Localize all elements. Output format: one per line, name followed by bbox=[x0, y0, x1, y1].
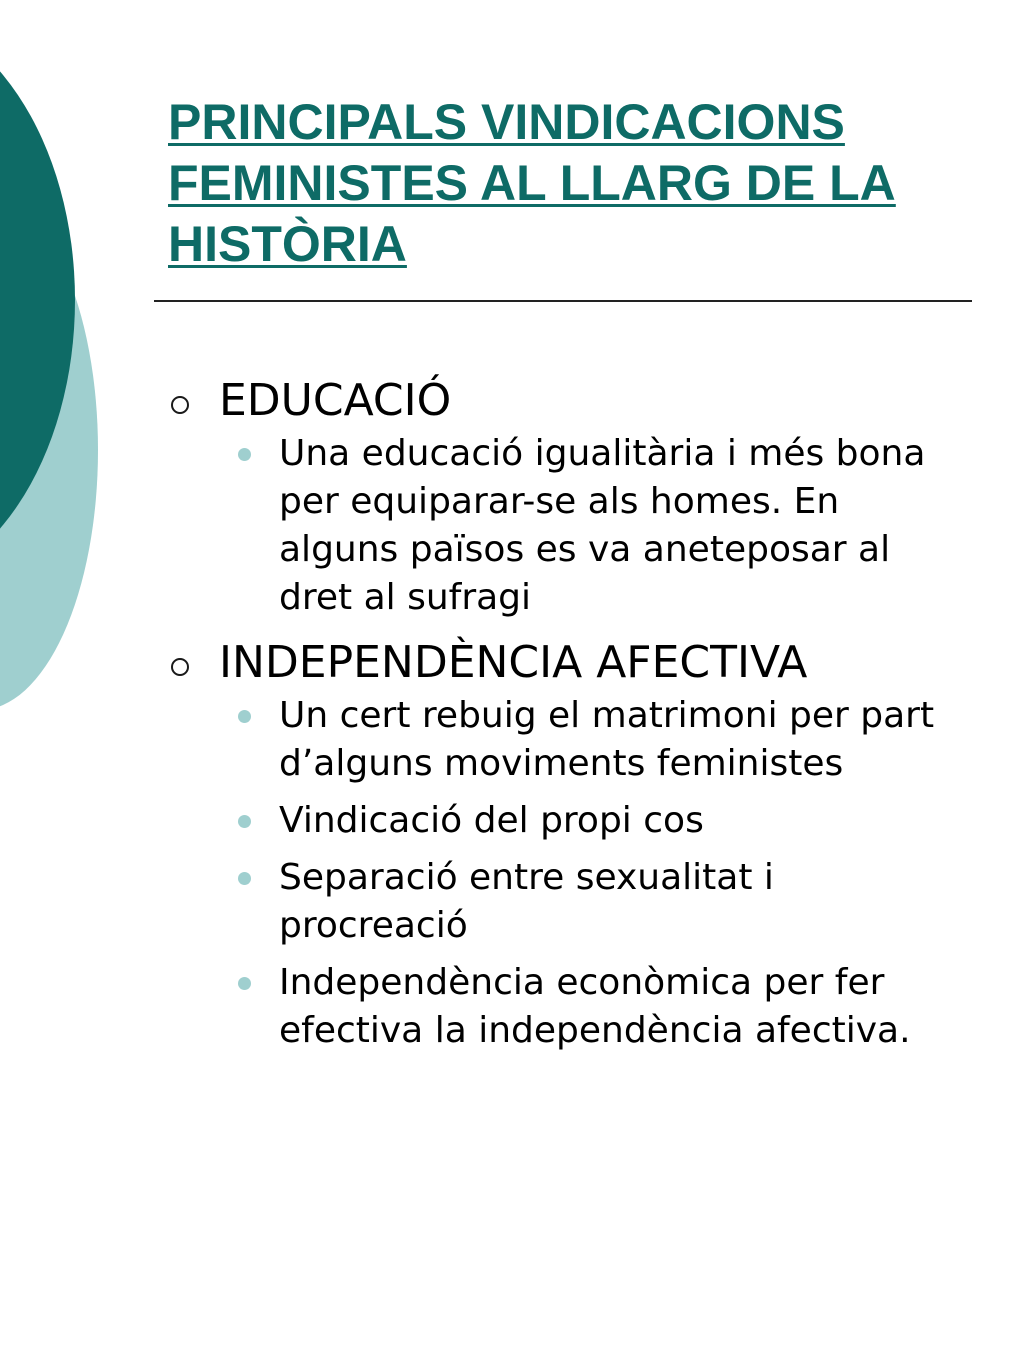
filled-dot-bullet-icon bbox=[238, 710, 251, 723]
filled-dot-bullet-icon bbox=[238, 448, 251, 461]
bullet-text: Vindicació del propi cos bbox=[279, 800, 704, 841]
filled-dot-bullet-icon bbox=[238, 872, 251, 885]
slide-content bbox=[168, 372, 968, 1067]
bullet-list bbox=[168, 430, 968, 622]
bullet-text: Un cert rebuig el matrimoni per part d’alguns moviments feministes bbox=[279, 695, 935, 784]
decorative-side-shapes bbox=[0, 0, 120, 760]
section-independencia-afectiva bbox=[168, 634, 968, 1055]
bullet-item bbox=[168, 854, 969, 950]
section-heading-text: EDUCACIÓ bbox=[219, 375, 452, 426]
bullet-item bbox=[168, 959, 969, 1055]
section-heading bbox=[168, 634, 968, 692]
slide-title: PRINCIPALS VINDICACIONS FEMINISTES AL LLARG DE LA HISTÒRIA bbox=[168, 94, 896, 272]
hollow-circle-bullet-icon bbox=[171, 396, 189, 414]
bullet-item bbox=[168, 430, 969, 622]
title-divider bbox=[154, 300, 972, 302]
section-educacio bbox=[168, 372, 968, 622]
filled-dot-bullet-icon bbox=[238, 815, 251, 828]
bullet-text: Separació entre sexualitat i procreació bbox=[279, 857, 774, 946]
hollow-circle-bullet-icon bbox=[171, 658, 189, 676]
section-heading bbox=[168, 372, 968, 430]
bullet-list bbox=[168, 692, 968, 1055]
bullet-item bbox=[168, 692, 969, 788]
bullet-text: Una educació igualitària i més bona per equiparar-se als homes. En alguns països es va aneteposar al dret al sufragi bbox=[279, 433, 926, 618]
bullet-item bbox=[168, 797, 969, 845]
section-heading-text: INDEPENDÈNCIA AFECTIVA bbox=[219, 637, 808, 688]
bullet-text: Independència econòmica per fer efectiva la independència afectiva. bbox=[279, 962, 911, 1051]
filled-dot-bullet-icon bbox=[238, 977, 251, 990]
